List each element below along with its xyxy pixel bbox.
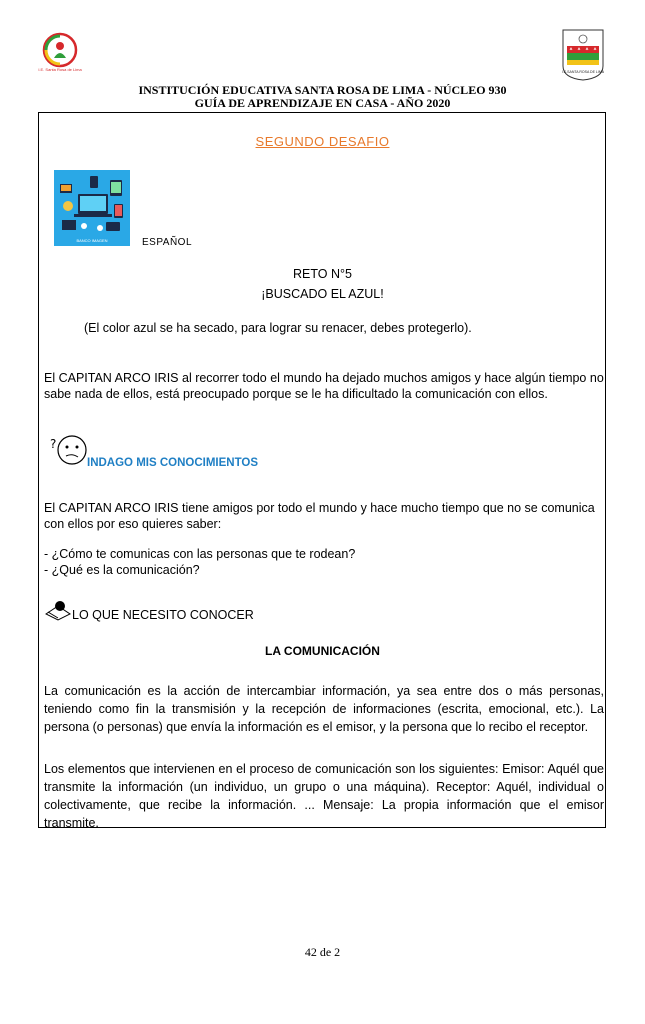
thinking-face-icon xyxy=(48,434,90,468)
section-heading-conocer: LO QUE NECESITO CONOCER xyxy=(72,608,254,622)
header-institution: INSTITUCIÓN EDUCATIVA SANTA ROSA DE LIMA - NÚCLEO 930 xyxy=(138,83,507,97)
section-heading-indago: INDAGO MIS CONOCIMIENTOS xyxy=(87,457,259,469)
paragraph-definition: La comunicación es la acción de intercambiar información, ya sea entre dos o más personas, teniendo como fin la transmisión y la recepción de informaciones (escrita, emocional, etc.). La persona (o personas) que envía la información es el emisor, y la persona que lo recibo el receptor. xyxy=(44,684,604,734)
question-two: - ¿Qué es la comunicación? xyxy=(44,563,200,577)
svg-text:?: ? xyxy=(50,437,57,451)
left-logo-caption: I.E. Santa Rosa de Lima xyxy=(38,67,82,72)
school-logo-right xyxy=(560,26,606,82)
right-logo-caption: I.E.SANTA ROSA DE LIMA xyxy=(561,70,605,74)
communication-devices-image xyxy=(54,170,130,246)
subject-label: ESPAÑOL xyxy=(142,237,192,248)
devices-illustration-icon xyxy=(54,170,130,246)
paragraph-intro: El CAPITAN ARCO IRIS al recorrer todo el mundo ha dejado muchos amigos y hace algún tiempo no sabe nada de ellos, está preocupado porque se le ha dificultado la comunicación con ellos. xyxy=(44,371,604,401)
header-guide: GUÍA DE APRENDIZAJE EN CASA - AÑO 2020 xyxy=(194,96,451,110)
question-one: - ¿Cómo te comunicas con las personas que te rodean? xyxy=(44,547,356,561)
school-logo-left xyxy=(40,32,80,76)
paragraph-friends: El CAPITAN ARCO IRIS tiene amigos por todo el mundo y hace mucho tiempo que no se comunica con ellos por eso quieres saber: xyxy=(44,501,595,531)
challenge-title: SEGUNDO DESAFIO xyxy=(255,134,390,149)
topic-title: LA COMUNICACIÓN xyxy=(265,644,380,658)
reto-subtitle: ¡BUSCADO EL AZUL! xyxy=(261,287,384,301)
paragraph-elements: Los elementos que intervienen en el proceso de comunicación son los siguientes: Emisor: Aquél que transmite la información (un individuo, un grupo o una máquina). Receptor: Aquél, individual o colectivamente, que recibe la información. ... Mensaje: La propia información que el emisor transmite. xyxy=(44,762,604,830)
reading-character-icon xyxy=(44,600,74,622)
reto-number: RETO N°5 xyxy=(293,267,352,281)
thumb-caption: BANCO IMAGEN xyxy=(76,238,108,243)
page-number: 42 de 2 xyxy=(304,945,341,959)
intro-note: (El color azul se ha secado, para lograr su renacer, debes protegerlo). xyxy=(84,321,472,335)
